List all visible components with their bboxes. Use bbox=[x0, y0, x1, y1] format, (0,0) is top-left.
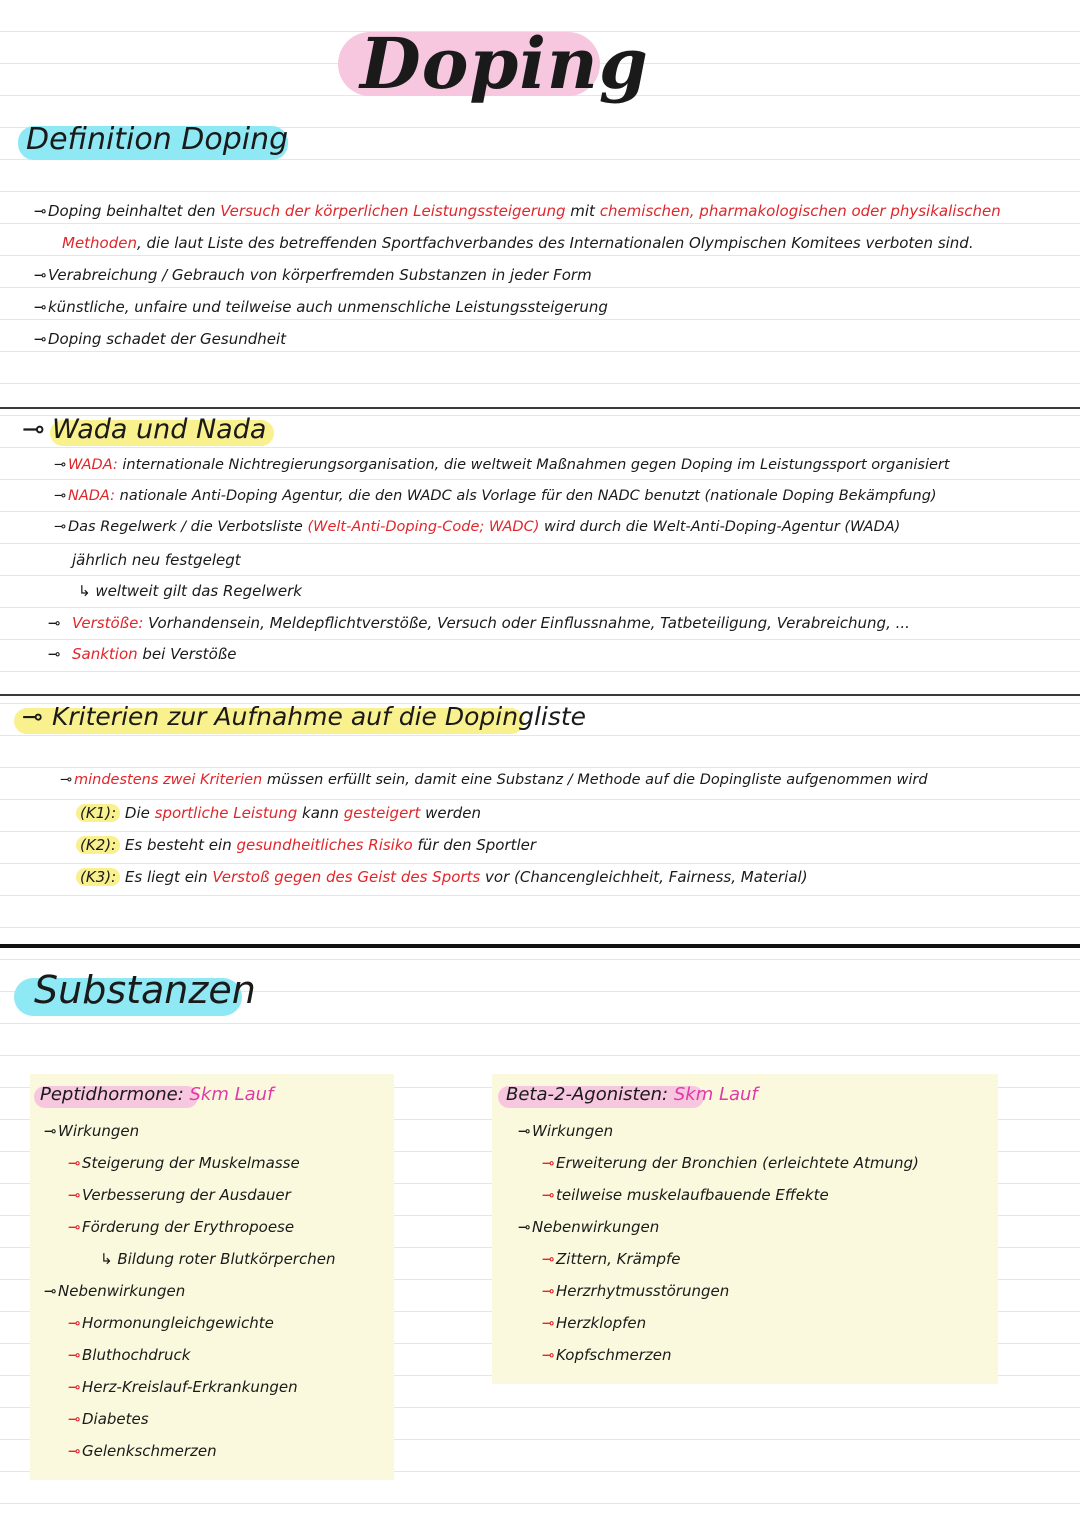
arrow-bullet-icon: ⊸ bbox=[68, 1442, 81, 1460]
arrow-bullet-icon: ⊸ bbox=[48, 645, 61, 663]
text: Es besteht ein bbox=[120, 836, 237, 854]
arrow-bullet-icon: ⊸ bbox=[54, 488, 67, 504]
text: Wada und Nada bbox=[52, 414, 267, 445]
definition-line-1 bbox=[34, 202, 1001, 220]
kriterien-intro bbox=[60, 772, 928, 788]
text: Verbesserung der Ausdauer bbox=[82, 1186, 291, 1204]
text-red: WADA: bbox=[68, 457, 118, 473]
k2-badge: (K2): bbox=[76, 836, 120, 854]
text: Nebenwirkungen bbox=[532, 1218, 660, 1236]
text: Doping schadet der Gesundheit bbox=[48, 330, 287, 348]
text: Doping beinhaltet den bbox=[48, 202, 221, 220]
text-red: Verstöße: bbox=[72, 614, 144, 632]
arrow-bullet-icon: ⊸ bbox=[34, 266, 47, 284]
text: Förderung der Erythropoese bbox=[82, 1218, 295, 1236]
section-divider bbox=[0, 694, 1080, 696]
section-divider-thick bbox=[0, 944, 1080, 948]
peptid-w3 bbox=[68, 1218, 294, 1236]
section-divider bbox=[0, 407, 1080, 409]
beta-title-line bbox=[506, 1084, 758, 1105]
page-title: Doping bbox=[360, 22, 649, 105]
k1-line bbox=[76, 804, 481, 822]
arrow-bullet-icon: ⊸ bbox=[518, 1122, 531, 1140]
arrow-bullet-icon: ⊸ bbox=[22, 414, 45, 445]
beta-n4 bbox=[542, 1346, 671, 1364]
kriterien-heading bbox=[22, 702, 586, 731]
text: vor (Chancengleichheit, Fairness, Material) bbox=[480, 868, 808, 886]
arrow-bullet-icon: ⊸ bbox=[34, 298, 47, 316]
text: Wirkungen bbox=[58, 1122, 140, 1140]
arrow-bullet-icon: ⊸ bbox=[68, 1378, 81, 1396]
peptid-title-line bbox=[40, 1084, 273, 1105]
text-red: gesteigert bbox=[343, 804, 421, 822]
text: Wirkungen bbox=[532, 1122, 614, 1140]
definition-line-4 bbox=[34, 298, 608, 316]
peptid-n5 bbox=[68, 1442, 217, 1460]
text: Die bbox=[120, 804, 155, 822]
sub-arrow-icon: ↳ bbox=[78, 582, 96, 600]
rule-line-3 bbox=[78, 582, 302, 600]
arrow-bullet-icon: ⊸ bbox=[542, 1250, 555, 1268]
text-red: mindestens zwei Kriterien bbox=[74, 772, 263, 788]
arrow-bullet-icon: ⊸ bbox=[542, 1154, 555, 1172]
arrow-bullet-icon: ⊸ bbox=[54, 519, 67, 535]
text: kann bbox=[297, 804, 344, 822]
beta-neben bbox=[518, 1218, 659, 1236]
text: Vorhandensein, Meldepflichtverstöße, Versuch oder Einflussnahme, Tatbeteiligung, Verabreichung, ... bbox=[143, 614, 910, 632]
definition-line-2 bbox=[62, 234, 974, 252]
text-red: sportliche Leistung bbox=[154, 804, 298, 822]
text-red: chemischen, pharmakologischen oder physikalischen bbox=[599, 202, 1001, 220]
text: Diabetes bbox=[82, 1410, 149, 1428]
peptid-n1 bbox=[68, 1314, 274, 1332]
peptid-neben bbox=[44, 1282, 185, 1300]
text: Herz-Kreislauf-Erkrankungen bbox=[82, 1378, 298, 1396]
peptid-w1 bbox=[68, 1154, 300, 1172]
beta-n2 bbox=[542, 1282, 729, 1300]
definition-line-5 bbox=[34, 330, 286, 348]
nada-line bbox=[54, 488, 937, 504]
arrow-bullet-icon: ⊸ bbox=[542, 1314, 555, 1332]
text: Herzrhytmusstörungen bbox=[556, 1282, 730, 1300]
text-red: (Welt-Anti-Doping-Code; WADC) bbox=[307, 519, 540, 535]
arrow-bullet-icon: ⊸ bbox=[48, 614, 61, 632]
peptid-n4 bbox=[68, 1410, 149, 1428]
arrow-bullet-icon: ⊸ bbox=[68, 1154, 81, 1172]
substanzen-heading: Substanzen bbox=[34, 968, 256, 1012]
text-red: NADA: bbox=[68, 488, 116, 504]
text: müssen erfüllt sein, damit eine Substanz / Methode auf die Dopingliste aufgenommen wird bbox=[262, 772, 928, 788]
peptid-title: Peptidhormone: bbox=[40, 1084, 184, 1105]
text: Bildung roter Blutkörperchen bbox=[117, 1250, 336, 1268]
text-red: Versuch der körperlichen Leistungssteigerung bbox=[220, 202, 566, 220]
text-red: gesundheitliches Risiko bbox=[236, 836, 413, 854]
arrow-bullet-icon: ⊸ bbox=[22, 702, 43, 731]
arrow-bullet-icon: ⊸ bbox=[68, 1410, 81, 1428]
text: Es liegt ein bbox=[120, 868, 213, 886]
text: Hormonungleichgewichte bbox=[82, 1314, 274, 1332]
peptid-n3 bbox=[68, 1378, 298, 1396]
text: Verabreichung / Gebrauch von körperfremden Substanzen in jeder Form bbox=[48, 266, 592, 284]
text: Bluthochdruck bbox=[82, 1346, 191, 1364]
arrow-bullet-icon: ⊸ bbox=[34, 202, 47, 220]
beta-n3 bbox=[542, 1314, 646, 1332]
arrow-bullet-icon: ⊸ bbox=[68, 1346, 81, 1364]
peptid-w3a bbox=[100, 1250, 335, 1268]
beta-wirkungen bbox=[518, 1122, 613, 1140]
beta-w2 bbox=[542, 1186, 829, 1204]
text: Erweiterung der Bronchien (erleichtete Atmung) bbox=[556, 1154, 919, 1172]
k3-line bbox=[76, 868, 808, 886]
wada-heading bbox=[22, 414, 266, 445]
k1-badge: (K1): bbox=[76, 804, 120, 822]
sub-arrow-icon: ↳ bbox=[100, 1250, 118, 1268]
sanktion-line bbox=[48, 645, 236, 663]
text: für den Sportler bbox=[412, 836, 537, 854]
beta-w1 bbox=[542, 1154, 919, 1172]
text: weltweit gilt das Regelwerk bbox=[95, 582, 302, 600]
definition-heading: Definition Doping bbox=[26, 122, 289, 157]
text: künstliche, unfaire und teilweise auch unmenschliche Leistungssteigerung bbox=[48, 298, 608, 316]
beta-sport: Skm Lauf bbox=[673, 1084, 758, 1105]
peptid-sport: Skm Lauf bbox=[189, 1084, 274, 1105]
k2-line bbox=[76, 836, 536, 854]
text: Das Regelwerk / die Verbotsliste bbox=[68, 519, 308, 535]
text: wird durch die Welt-Anti-Doping-Agentur (WADA) bbox=[539, 519, 901, 535]
arrow-bullet-icon: ⊸ bbox=[518, 1218, 531, 1236]
text: bei Verstöße bbox=[137, 645, 237, 663]
arrow-bullet-icon: ⊸ bbox=[44, 1122, 57, 1140]
peptid-w2 bbox=[68, 1186, 291, 1204]
rule-line bbox=[54, 519, 900, 535]
text: mit bbox=[565, 202, 600, 220]
text: Kriterien zur Aufnahme auf die Dopingliste bbox=[52, 702, 587, 731]
arrow-bullet-icon: ⊸ bbox=[542, 1346, 555, 1364]
text: teilweise muskelaufbauende Effekte bbox=[556, 1186, 829, 1204]
text: werden bbox=[420, 804, 482, 822]
text-red: Verstoß gegen des Geist des Sports bbox=[212, 868, 481, 886]
definition-line-3 bbox=[34, 266, 592, 284]
text: , die laut Liste des betreffenden Sportfachverbandes des Internationalen Olympischen Komitees verboten sind. bbox=[137, 234, 974, 252]
arrow-bullet-icon: ⊸ bbox=[44, 1282, 57, 1300]
text: Zittern, Krämpfe bbox=[556, 1250, 681, 1268]
peptid-n2 bbox=[68, 1346, 190, 1364]
beta-n1 bbox=[542, 1250, 680, 1268]
arrow-bullet-icon: ⊸ bbox=[68, 1218, 81, 1236]
text-red: Methoden bbox=[62, 234, 137, 252]
text: internationale Nichtregierungsorganisation, die weltweit Maßnahmen gegen Doping im Leistungssport organisiert bbox=[117, 457, 950, 473]
wada-line bbox=[54, 457, 950, 473]
text-red: Sanktion bbox=[72, 645, 138, 663]
k3-badge: (K3): bbox=[76, 868, 120, 886]
arrow-bullet-icon: ⊸ bbox=[68, 1186, 81, 1204]
verstoss-line bbox=[48, 614, 910, 632]
text: Kopfschmerzen bbox=[556, 1346, 672, 1364]
text: Herzklopfen bbox=[556, 1314, 647, 1332]
arrow-bullet-icon: ⊸ bbox=[542, 1282, 555, 1300]
peptid-wirkungen bbox=[44, 1122, 139, 1140]
text: Nebenwirkungen bbox=[58, 1282, 186, 1300]
arrow-bullet-icon: ⊸ bbox=[542, 1186, 555, 1204]
arrow-bullet-icon: ⊸ bbox=[34, 330, 47, 348]
text: Gelenkschmerzen bbox=[82, 1442, 217, 1460]
beta-title: Beta-2-Agonisten: bbox=[506, 1084, 669, 1105]
arrow-bullet-icon: ⊸ bbox=[60, 772, 73, 788]
arrow-bullet-icon: ⊸ bbox=[68, 1314, 81, 1332]
rule-line-2: jährlich neu festgelegt bbox=[72, 551, 241, 569]
text: nationale Anti-Doping Agentur, die den WADC als Vorlage für den NADC benutzt (nationale Doping Bekämpfung) bbox=[115, 488, 937, 504]
arrow-bullet-icon: ⊸ bbox=[54, 457, 67, 473]
text: Steigerung der Muskelmasse bbox=[82, 1154, 300, 1172]
